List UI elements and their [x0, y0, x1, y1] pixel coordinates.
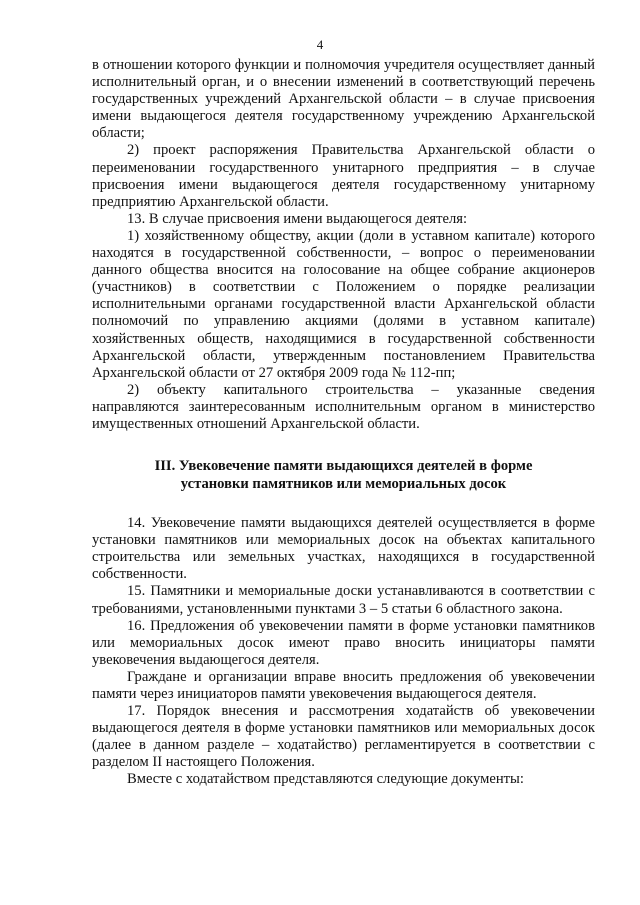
paragraph: Вместе с ходатайством представляются следующие документы: [127, 771, 524, 788]
paragraph: 13. В случае присвоения имени выдающегося деятеля: [127, 210, 468, 227]
paragraphs-after-heading [92, 515, 595, 789]
paragraphs-before-heading [92, 57, 595, 433]
paragraph: в отношении которого функции и полномочия учредителя осуществляет данный исполнительный орган, и о внесении изменений в соответствующий перечень государственных учреждений Архангельской области – в случае присвоения имени выдающегося деятеля государственному учреждению Архангельской области; [92, 57, 595, 142]
section-heading-line: III. Увековечение памяти выдающихся деятелей в форме [154, 458, 533, 475]
paragraph: Граждане и организации вправе вносить предложения об увековечении памяти через инициаторов памяти увековечения выдающегося деятеля. [92, 668, 595, 702]
paragraph: 14. Увековечение памяти выдающихся деятелей осуществляется в форме установки памятников или мемориальных досок на объектах капитального строительства или земельных участках, находящихся в государственной собственности. [92, 515, 595, 583]
paragraph: 2) проект распоряжения Правительства Архангельской области о переименовании государственного унитарного предприятия – в случае присвоения имени выдающегося деятеля государственному унитарному предприятию Архангельской области. [92, 142, 595, 210]
section-heading-line: установки памятников или мемориальных досок [180, 475, 507, 492]
paragraph: 2) объекту капитального строительства – указанные сведения направляются заинтересованным исполнительным органом в министерство имущественных отношений Архангельской области. [92, 381, 595, 432]
paragraph: 17. Порядок внесения и рассмотрения ходатайств об увековечении выдающегося деятеля в форме установки памятников или мемориальных досок (далее в данном разделе – ходатайство) регламентируется в соответствии с разделом II настоящего Положения. [92, 703, 595, 771]
page-number: 4 [316, 37, 324, 52]
paragraph: 1) хозяйственному обществу, акции (доли в уставном капитале) которого находятся в государственной собственности, – вопрос о переименовании данного общества вносится на голосование на общее собрание акционеров (участников) в соответствии с Положением о порядке реализации исполнительными органами государственной власти Архангельской области полномочий по управлению акциями (долями в уставном капитале) хозяйственных обществ, находящимися в государственной собственности Архангельской области, утвержденным постановлением Правительства Архангельской области от 27 октября 2009 года № 112-пп; [92, 227, 595, 381]
section-heading [92, 458, 595, 493]
paragraph: 16. Предложения об увековечении памяти в форме установки памятников или мемориальных досок имеют право вносить инициаторы памяти увековечения выдающегося деятеля. [92, 617, 595, 668]
paragraph: 15. Памятники и мемориальные доски устанавливаются в соответствии с требованиями, установленными пунктами 3 – 5 статьи 6 областного закона. [92, 583, 595, 617]
document-body [92, 57, 595, 789]
